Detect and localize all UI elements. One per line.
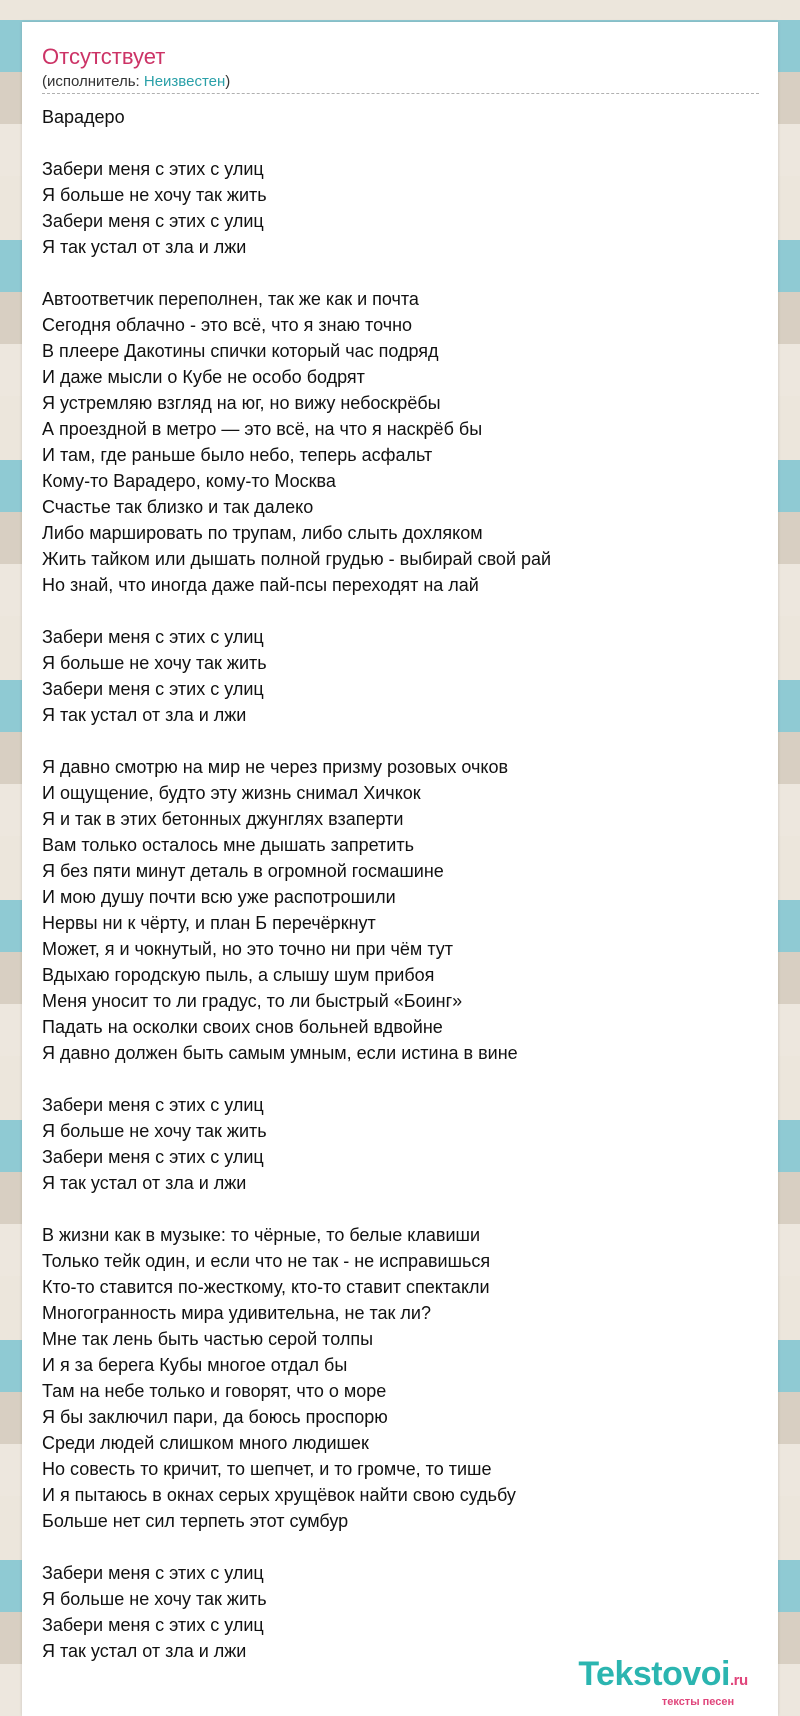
lyrics-line: Я устремляю взгляд на юг, но вижу небоскрёбы (42, 393, 441, 413)
lyrics-line: Забери меня с этих с улиц (42, 1147, 264, 1167)
lyrics-line: Я больше не хочу так жить (42, 185, 267, 205)
lyrics-line: Забери меня с этих с улиц (42, 627, 264, 647)
lyrics-blank-line (42, 260, 752, 286)
lyrics-line: Я без пяти минут деталь в огромной госмашине (42, 861, 444, 881)
lyrics-line: Забери меня с этих с улиц (42, 679, 264, 699)
lyrics-line: Я больше не хочу так жить (42, 1121, 267, 1141)
lyrics-line: Среди людей слишком много людишек (42, 1433, 369, 1453)
lyrics-line: И даже мысли о Кубе не особо бодрят (42, 367, 365, 387)
logo-wordmark: Tekstovoi.ru (578, 1655, 748, 1693)
lyrics-line: В жизни как в музыке: то чёрные, то белые клавиши (42, 1225, 481, 1245)
lyrics-blank-line (42, 728, 752, 754)
lyrics-line: Жить тайком или дышать полной грудью - выбирай свой рай (42, 549, 552, 569)
artist-link[interactable]: Неизвестен (143, 73, 226, 90)
lyrics-line: Счастье так близко и так далеко (42, 497, 314, 517)
lyrics-line: Я и так в этих бетонных джунглях взаперти (42, 809, 404, 829)
song-title: Отсутствует (42, 44, 166, 69)
lyrics-line: Я так устал от зла и лжи (42, 1641, 247, 1661)
lyrics-line: Но совесть то кричит, то шепчет, и то громче, то тише (42, 1459, 492, 1479)
lyrics-line: Либо маршировать по трупам, либо слыть дохляком (42, 523, 483, 543)
lyrics-line: Больше нет сил терпеть этот сумбур (42, 1511, 349, 1531)
lyrics-line: Вдыхаю городскую пыль, а слышу шум прибоя (42, 965, 435, 985)
logo-tagline: тексты песен (661, 1696, 735, 1708)
lyrics-line: Сегодня облачно - это всё, что я знаю точно (42, 315, 413, 335)
lyrics-line: Но знай, что иногда даже пай-псы переходят на лай (42, 575, 479, 595)
lyrics-line: В плеере Дакотины спички который час подряд (42, 341, 439, 361)
lyrics-blank-line (42, 1534, 752, 1560)
lyrics-line: Кто-то ставится по-жесткому, кто-то ставит спектакли (42, 1277, 490, 1297)
lyrics-line: Падать на осколки своих снов больней вдвойне (42, 1017, 443, 1037)
lyrics-line: И я за берега Кубы многое отдал бы (42, 1355, 348, 1375)
lyrics-line: Забери меня с этих с улиц (42, 1095, 264, 1115)
site-logo[interactable] (558, 1657, 768, 1708)
lyrics-blank-line (42, 598, 752, 624)
lyrics-card (22, 22, 778, 1716)
lyrics-text (42, 104, 752, 1664)
lyrics-line: И там, где раньше было небо, теперь асфальт (42, 445, 433, 465)
lyrics-line: Вам только осталось мне дышать запретить (42, 835, 414, 855)
lyrics-line: Многогранность мира удивительна, не так ли? (42, 1303, 431, 1323)
title-divider (42, 93, 759, 94)
lyrics-line: Я больше не хочу так жить (42, 1589, 267, 1609)
lyrics-line: Только тейк один, и если что не так - не исправишься (42, 1251, 491, 1271)
lyrics-blank-line (42, 1196, 752, 1222)
lyrics-line: Я давно должен быть самым умным, если истина в вине (42, 1043, 518, 1063)
lyrics-line: Там на небе только и говорят, что о море (42, 1381, 387, 1401)
lyrics-line: Я больше не хочу так жить (42, 653, 267, 673)
artist-line (42, 73, 230, 90)
lyrics-line: Забери меня с этих с улиц (42, 211, 264, 231)
lyrics-line: Нервы ни к чёрту, и план Б перечёркнут (42, 913, 376, 933)
lyrics-line: Я так устал от зла и лжи (42, 237, 247, 257)
artist-suffix: ) (225, 73, 231, 90)
lyrics-line: Варадеро (42, 107, 125, 127)
lyrics-line: Забери меня с этих с улиц (42, 159, 264, 179)
lyrics-line: Я так устал от зла и лжи (42, 1173, 247, 1193)
lyrics-line: Мне так лень быть частью серой толпы (42, 1329, 374, 1349)
lyrics-line: Меня уносит то ли градус, то ли быстрый «Боинг» (42, 991, 463, 1011)
lyrics-line: А проездной в метро — это всё, на что я наскрёб бы (42, 419, 483, 439)
lyrics-line: И ощущение, будто эту жизнь снимал Хичкок (42, 783, 421, 803)
lyrics-blank-line (42, 130, 752, 156)
lyrics-line: Забери меня с этих с улиц (42, 1615, 264, 1635)
lyrics-line: Я так устал от зла и лжи (42, 705, 247, 725)
lyrics-line: И я пытаюсь в окнах серых хрущёвок найти свою судьбу (42, 1485, 516, 1505)
lyrics-line: Может, я и чокнутый, но это точно ни при чём тут (42, 939, 454, 959)
lyrics-line: Кому-то Варадеро, кому-то Москва (42, 471, 336, 491)
lyrics-blank-line (42, 1066, 752, 1092)
logo-tld: .ru (730, 1672, 748, 1689)
lyrics-line: Я бы заключил пари, да боюсь проспорю (42, 1407, 388, 1427)
lyrics-line: И мою душу почти всю уже распотрошили (42, 887, 396, 907)
lyrics-line: Автоответчик переполнен, так же как и почта (42, 289, 419, 309)
lyrics-line: Я давно смотрю на мир не через призму розовых очков (42, 757, 509, 777)
lyrics-line: Забери меня с этих с улиц (42, 1563, 264, 1583)
artist-prefix: (исполнитель: (42, 73, 144, 90)
